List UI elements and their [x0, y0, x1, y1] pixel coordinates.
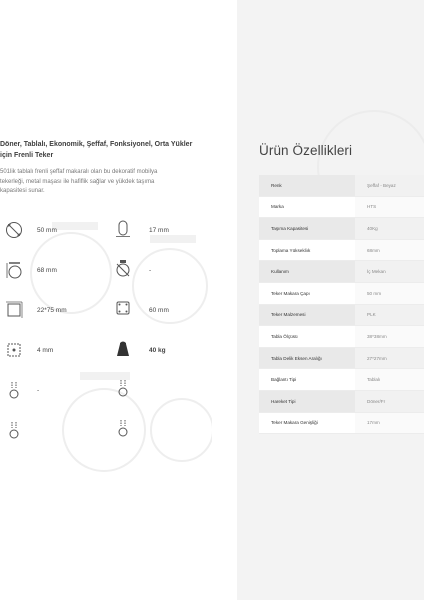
description-line: 501lik tablalı frenli şeffaf makaralı olan bu dekoratif mobilya — [0, 169, 158, 175]
product-description — [0, 168, 210, 197]
spec-row — [259, 326, 424, 348]
brake-value: - — [149, 267, 152, 274]
wheel-width-icon — [113, 218, 133, 238]
spec-label: Toplama Yüksekliık — [259, 240, 355, 261]
spec-value: Tablalı — [355, 369, 424, 390]
spec-value: 50 mm — [355, 283, 424, 304]
spec-label: Teker Makara Genişliği — [259, 413, 355, 434]
spec-row — [259, 413, 424, 435]
spec-value: 17mm — [355, 413, 424, 434]
spec-label: Teker Makara Çapı — [259, 283, 355, 304]
spec-value: 27*27mm — [355, 348, 424, 369]
spec-label: Bağlantı Tipi — [259, 369, 355, 390]
specs-title: Ürün Özellikleri — [259, 143, 353, 158]
hole-diameter-icon — [4, 340, 24, 360]
product-title — [0, 139, 210, 161]
wheel-width-value: 17 mm — [149, 227, 169, 234]
product-specs-panel — [237, 0, 424, 600]
spec-label: Marka — [259, 197, 355, 218]
swivel-caster-icon — [4, 380, 24, 400]
background-caster-plate — [150, 235, 196, 243]
spec-value: Şeffaf - Beyaz — [355, 175, 424, 196]
load-weight-icon — [113, 338, 133, 358]
spec-value: 40Kg — [355, 218, 424, 239]
spec-row — [259, 261, 424, 283]
swivel-caster-icon — [113, 378, 133, 398]
spec-row — [259, 391, 424, 413]
spec-label: Renk — [259, 175, 355, 196]
hole-spacing-value: 60 mm — [149, 307, 169, 314]
plate-size-icon — [4, 300, 24, 320]
spec-label: Taşıma Kapasitesi — [259, 218, 355, 239]
brake-icon — [113, 258, 133, 278]
spec-label: Teker Malzemesi — [259, 305, 355, 326]
wheel-diameter-icon — [4, 220, 24, 240]
swivel-caster-icon — [113, 418, 133, 438]
spec-row — [259, 218, 424, 240]
description-line: kapasitesi sunar. — [0, 188, 45, 194]
specs-table — [259, 175, 424, 434]
plate-size-value: 22*75 mm — [37, 307, 67, 314]
background-caster-wheel — [150, 398, 212, 462]
product-title-line: için Frenli Teker — [0, 152, 54, 159]
spec-row — [259, 240, 424, 262]
spec-label: Tabla Delik Eksen Aralığı — [259, 348, 355, 369]
background-caster-wheel — [62, 388, 146, 472]
mounting-height-value: 68 mm — [37, 267, 57, 274]
spec-row — [259, 348, 424, 370]
spec-label: Tabla Ölçüsü — [259, 326, 355, 347]
mounting-height-icon — [4, 260, 24, 280]
background-caster-wheel — [132, 248, 208, 324]
spec-row — [259, 175, 424, 197]
product-title-line: Döner, Tablalı, Ekonomik, Şeffaf, Fonksiyonel, Orta Yükler — [0, 141, 193, 148]
spec-row — [259, 283, 424, 305]
spec-value: 38*38mm — [355, 326, 424, 347]
spec-value: PLK — [355, 305, 424, 326]
spec-label: Hareket Tipi — [259, 391, 355, 412]
swivel-caster-icon — [4, 420, 24, 440]
spec-row — [259, 305, 424, 327]
spec-row — [259, 369, 424, 391]
wheel-diameter-value: 50 mm — [37, 227, 57, 234]
spec-row — [259, 197, 424, 219]
load-weight-value: 40 kg — [149, 347, 166, 354]
spec-value: İç Mekan — [355, 261, 424, 282]
background-caster-plate — [52, 222, 98, 230]
swivel-value: - — [37, 387, 40, 394]
hole-spacing-icon — [113, 298, 133, 318]
spec-label: Kullanım — [259, 261, 355, 282]
spec-value: 68mm — [355, 240, 424, 261]
spec-value: HTS — [355, 197, 424, 218]
spec-value: Döner/Fr — [355, 391, 424, 412]
hole-diameter-value: 4 mm — [37, 347, 54, 354]
description-line: tekerleği, metal maşası ile hafiflik sağlar ve yükdek taşıma — [0, 178, 155, 185]
